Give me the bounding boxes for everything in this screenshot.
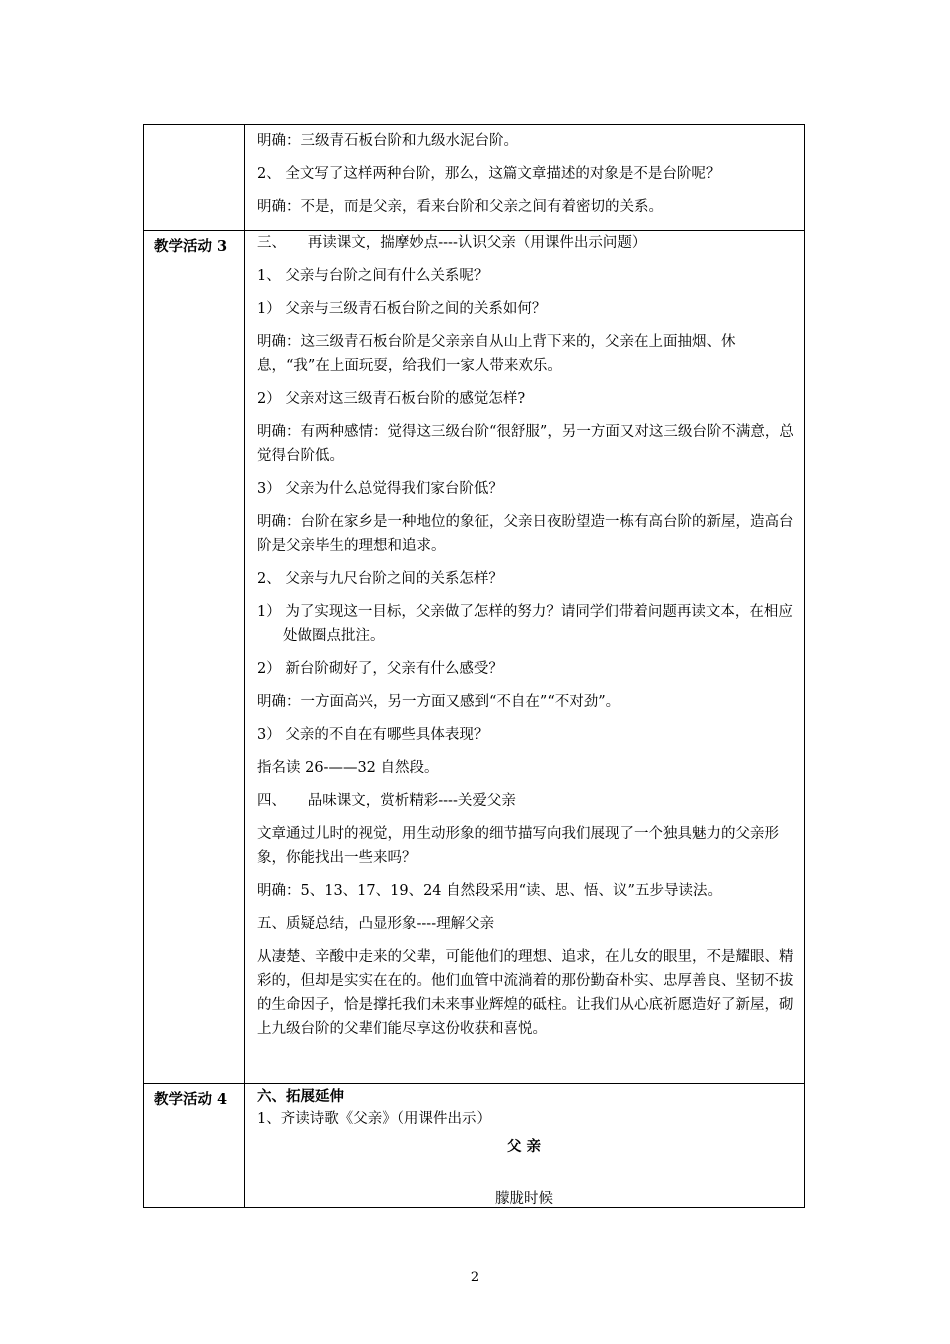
activity3-para: 2、 父亲与九尺台阶之间的关系怎样？	[257, 571, 503, 587]
poem-title: 父 亲	[506, 1139, 542, 1155]
activity3-para: 指名读 26-——32 自然段。	[257, 760, 439, 776]
activity3-para: 三、 再读课文，揣摩妙点----认识父亲（用课件出示问题）	[257, 235, 647, 251]
activity4-heading: 六、拓展延伸	[257, 1088, 344, 1105]
row1-content	[257, 129, 794, 219]
lesson-table	[143, 124, 805, 1208]
activity3-para: 1） 父亲与三级青石板台阶之间的关系如何？	[257, 301, 547, 317]
activity3-para: 五、质疑总结，凸显形象----理解父亲	[257, 916, 495, 932]
poem-line: 朦胧时候	[495, 1191, 553, 1207]
activity4-content	[257, 1085, 794, 1131]
column-divider	[244, 125, 245, 1207]
row1-line: 明确：三级青石板台阶和九级水泥台阶。	[257, 133, 518, 149]
activity3-para: 3） 父亲为什么总觉得我们家台阶低？	[257, 481, 503, 497]
row1-line: 明确：不是，而是父亲，看来台阶和父亲之间有着密切的关系。	[257, 199, 663, 215]
row-divider	[144, 1083, 804, 1084]
activity3-para: 3） 父亲的不自在有哪些具体表现？	[257, 727, 489, 743]
activity3-para: 明确：5、13、17、19、24 自然段采用“读、思、悟、议”五步导读法。	[257, 883, 722, 899]
activity3-para: 四、 品味课文，赏析精彩----关爱父亲	[257, 793, 516, 809]
activity4-label: 教学活动 4	[154, 1091, 228, 1108]
activity3-para: 明确：台阶在家乡是一种地位的象征，父亲日夜盼望造一栋有高台阶的新屋，造高台阶是父亲毕生的理想和追求。	[257, 514, 794, 554]
activity3-para: 明确：一方面高兴，另一方面又感到“不自在”“不对劲”。	[257, 694, 621, 710]
page-number: 2	[470, 1270, 480, 1285]
activity3-para: 文章通过儿时的视觉，用生动形象的细节描写向我们展现了一个独具魅力的父亲形象，你能找出一些来吗？	[257, 826, 779, 866]
activity3-content	[257, 231, 794, 1041]
activity3-label: 教学活动 3	[154, 238, 228, 255]
activity3-para: 明确：有两种感情：觉得这三级台阶“很舒服”，另一方面又对这三级台阶不满意，总觉得台阶低。	[257, 424, 794, 464]
activity3-para: 从凄楚、辛酸中走来的父辈，可能他们的理想、追求，在儿女的眼里，不是耀眼、精彩的，但却是实实在在的。他们血管中流淌着的那份勤奋朴实、忠厚善良、坚韧不拔的生命因子，恰是撑托我们未来事业辉煌的砥柱。让我们从心底祈愿造好了新屋，砌上九级台阶的父辈们能尽享这份收获和喜悦。	[257, 949, 794, 1037]
activity3-para: 明确：这三级青石板台阶是父亲亲自从山上背下来的，父亲在上面抽烟、休息，“我”在上面玩耍，给我们一家人带来欢乐。	[257, 334, 736, 374]
activity3-para: 1） 为了实现这一目标，父亲做了怎样的努力？请同学们带着问题再读文本，在相应处做圈点批注。	[257, 604, 793, 644]
activity3-para: 1、 父亲与台阶之间有什么关系呢？	[257, 268, 489, 284]
activity4-line: 1、齐读诗歌《父亲》（用课件出示）	[257, 1111, 491, 1127]
activity3-para: 2） 父亲对这三级青石板台阶的感觉怎样?	[257, 391, 526, 407]
row1-line: 2、 全文写了这样两种台阶，那么，这篇文章描述的对象是不是台阶呢？	[257, 166, 721, 182]
activity3-para: 2） 新台阶砌好了，父亲有什么感受？	[257, 661, 503, 677]
